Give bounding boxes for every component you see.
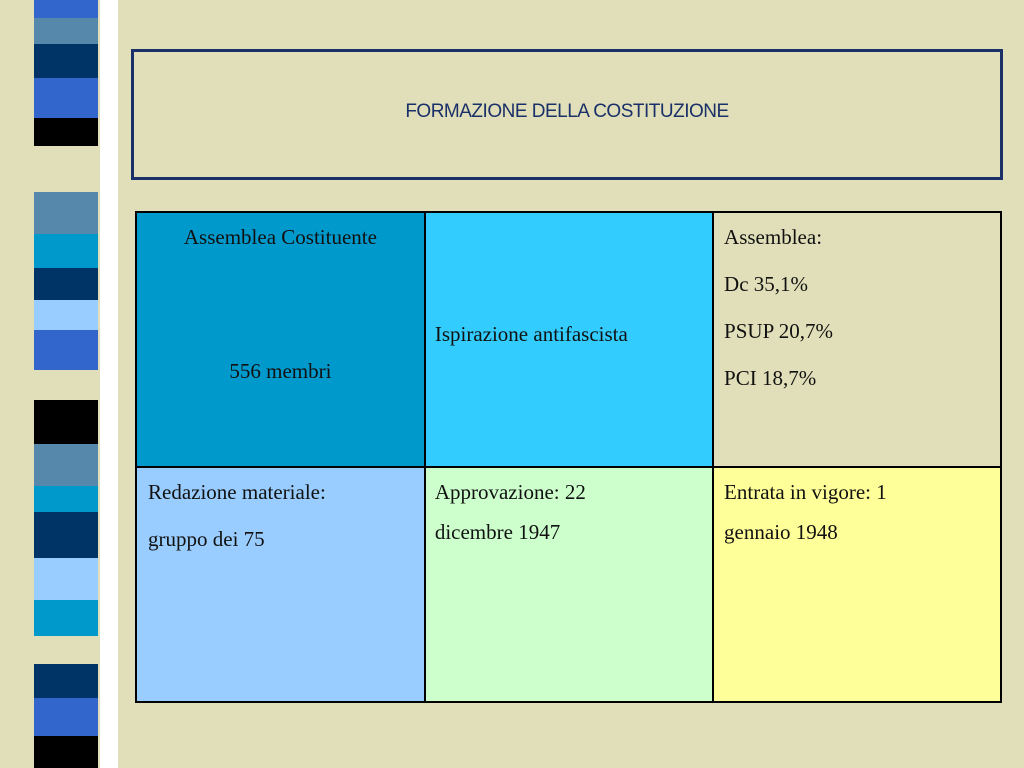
stripe-block [34, 444, 98, 486]
cell-entrata-in-vigore [713, 467, 1001, 702]
cell-line: PCI 18,7% [724, 366, 817, 391]
stripe-block [34, 330, 98, 370]
stripe-block [34, 698, 98, 736]
cell-content [714, 213, 1000, 390]
cell-content [426, 468, 712, 544]
cell-content [714, 468, 1000, 544]
stripe-block [34, 600, 98, 636]
cell-ispirazione [425, 212, 713, 467]
stripe-block [34, 18, 98, 44]
stripe-block [34, 234, 98, 268]
cell-content [137, 213, 424, 383]
stripe-block [34, 636, 98, 664]
stripe-block [34, 192, 98, 234]
cell-line: Assemblea Costituente [183, 225, 377, 249]
cell-assemblea-costituente [136, 212, 425, 467]
stripe-block [34, 512, 98, 558]
table-row [136, 212, 1001, 467]
table-row [136, 467, 1001, 702]
cell-line: Assemblea: [724, 225, 823, 249]
cell-line: 556 membri [229, 359, 332, 384]
cell-line: Redazione materiale: [148, 480, 326, 504]
decorative-side-strip [0, 0, 118, 768]
stripe-block [34, 558, 98, 600]
stripe-block [34, 300, 98, 330]
cell-line: PSUP 20,7% [724, 319, 833, 344]
cell-redazione [136, 467, 425, 702]
strip-shadow [100, 0, 118, 768]
stripe-block [34, 118, 98, 146]
title-box [131, 49, 1003, 180]
stripe-block [34, 486, 98, 512]
stripe-block [34, 736, 98, 768]
stripe-block [34, 268, 98, 300]
stripe-block [34, 146, 98, 192]
stripe-block [34, 664, 98, 698]
cell-content [137, 468, 424, 551]
cell-line: dicembre 1947 [434, 520, 561, 545]
cell-assemblea-results [713, 212, 1001, 467]
stripe-block [34, 0, 98, 18]
info-table [135, 211, 1002, 703]
stripe-blocks [34, 0, 98, 768]
stripe-block [34, 370, 98, 400]
stripe-block [34, 78, 98, 118]
cell-line: gennaio 1948 [724, 520, 838, 545]
cell-line: Entrata in vigore: 1 [724, 480, 887, 504]
stripe-block [34, 44, 98, 78]
cell-content: Ispirazione antifascista [434, 321, 628, 346]
slide-title: FORMAZIONE DELLA COSTITUZIONE [405, 101, 729, 122]
cell-line: gruppo dei 75 [148, 527, 265, 552]
cell-line: Dc 35,1% [724, 272, 809, 297]
stripe-block [34, 400, 98, 444]
cell-approvazione [425, 467, 713, 702]
cell-line: Approvazione: 22 [434, 480, 586, 504]
